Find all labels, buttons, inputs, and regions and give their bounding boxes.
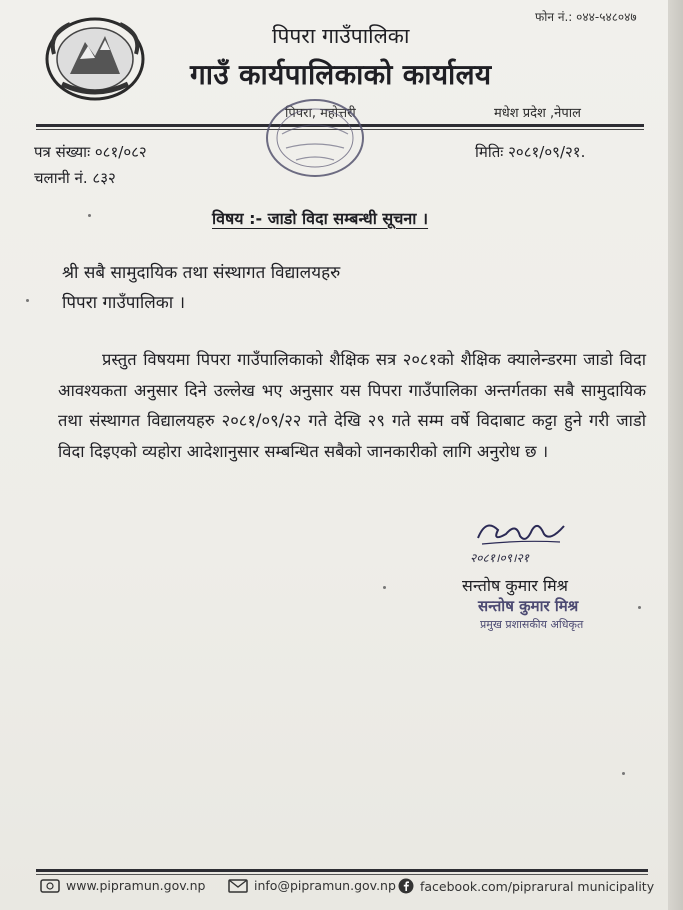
ink-dot: [88, 214, 91, 217]
phone-number: फोन नं.: ०४४-५४८०४७: [535, 10, 637, 24]
footer-email[interactable]: [228, 878, 396, 893]
dispatch-number: चलानी नं. ८३२: [34, 169, 116, 187]
facebook-icon: [398, 878, 414, 894]
letter-number: पत्र संख्याः ०८१/०८२: [34, 143, 147, 161]
email-text: info@pipramun.gov.np: [254, 878, 396, 893]
signatory-name: सन्तोष कुमार मिश्र: [462, 576, 569, 595]
subject-line: विषय :- जाडो विदा सम्बन्धी सूचना ।: [212, 209, 429, 228]
footer-rule: [36, 869, 648, 872]
signature-date: २०८१।०९।२१: [470, 551, 530, 565]
footer-website[interactable]: [40, 878, 205, 893]
letter-date: मितिः २०८१/०९/२१.: [475, 143, 586, 161]
addressee-line1: श्री सबै सामुदायिक तथा संस्थागत विद्यालयहरु: [62, 263, 341, 283]
handwritten-signature: [472, 512, 572, 552]
signatory-stamp-name: सन्तोष कुमार मिश्र: [478, 597, 579, 615]
footer-rule-thin: [36, 874, 648, 875]
mail-icon: [228, 879, 248, 893]
office-stamp: [262, 96, 368, 180]
ink-dot: [26, 299, 29, 302]
ink-dot: [383, 586, 386, 589]
government-emblem-icon: [40, 14, 150, 104]
ink-dot: [622, 772, 625, 775]
notice-body: प्रस्तुत विषयमा पिपरा गाउँपालिकाको शैक्षिक सत्र २०८१को शैक्षिक क्यालेन्डरमा जाडो विदा आवश्यकता अनुसार दिने उल्लेख भए अनुसार यस पिपरा गाउँपालिका अन्तर्गतका सबै सामुदायिक तथा संस्थागत विद्यालयहरु २०८१/०९/२२ गते देखि २९ गते सम्म वर्षे विदाबाट कट्टा हुने गरी जाडो विदा दिइएको व्यहोरा आदेशानुसार सम्बन्धित सबैको जानकारीको लागि अनुरोध छ ।: [58, 350, 646, 461]
paper-edge: [668, 0, 683, 910]
addressee-line2: पिपरा गाउँपालिका ।: [62, 293, 186, 313]
office-title: गाउँ कार्यपालिकाको कार्यालय: [190, 58, 492, 91]
website-icon: [40, 879, 60, 893]
province: मधेश प्रदेश ,नेपाल: [494, 106, 581, 121]
ink-dot: [638, 606, 641, 609]
website-text: www.pipramun.gov.np: [66, 878, 206, 893]
municipality-name: पिपरा गाउँपालिका: [272, 24, 410, 48]
facebook-text: facebook.com/piprarural municipality: [420, 878, 655, 894]
footer-facebook[interactable]: [398, 878, 654, 894]
locality: पिपरा, महोत्तरी: [285, 106, 356, 121]
signatory-title: प्रमुख प्रशासकीय अधिकृत: [480, 618, 584, 631]
